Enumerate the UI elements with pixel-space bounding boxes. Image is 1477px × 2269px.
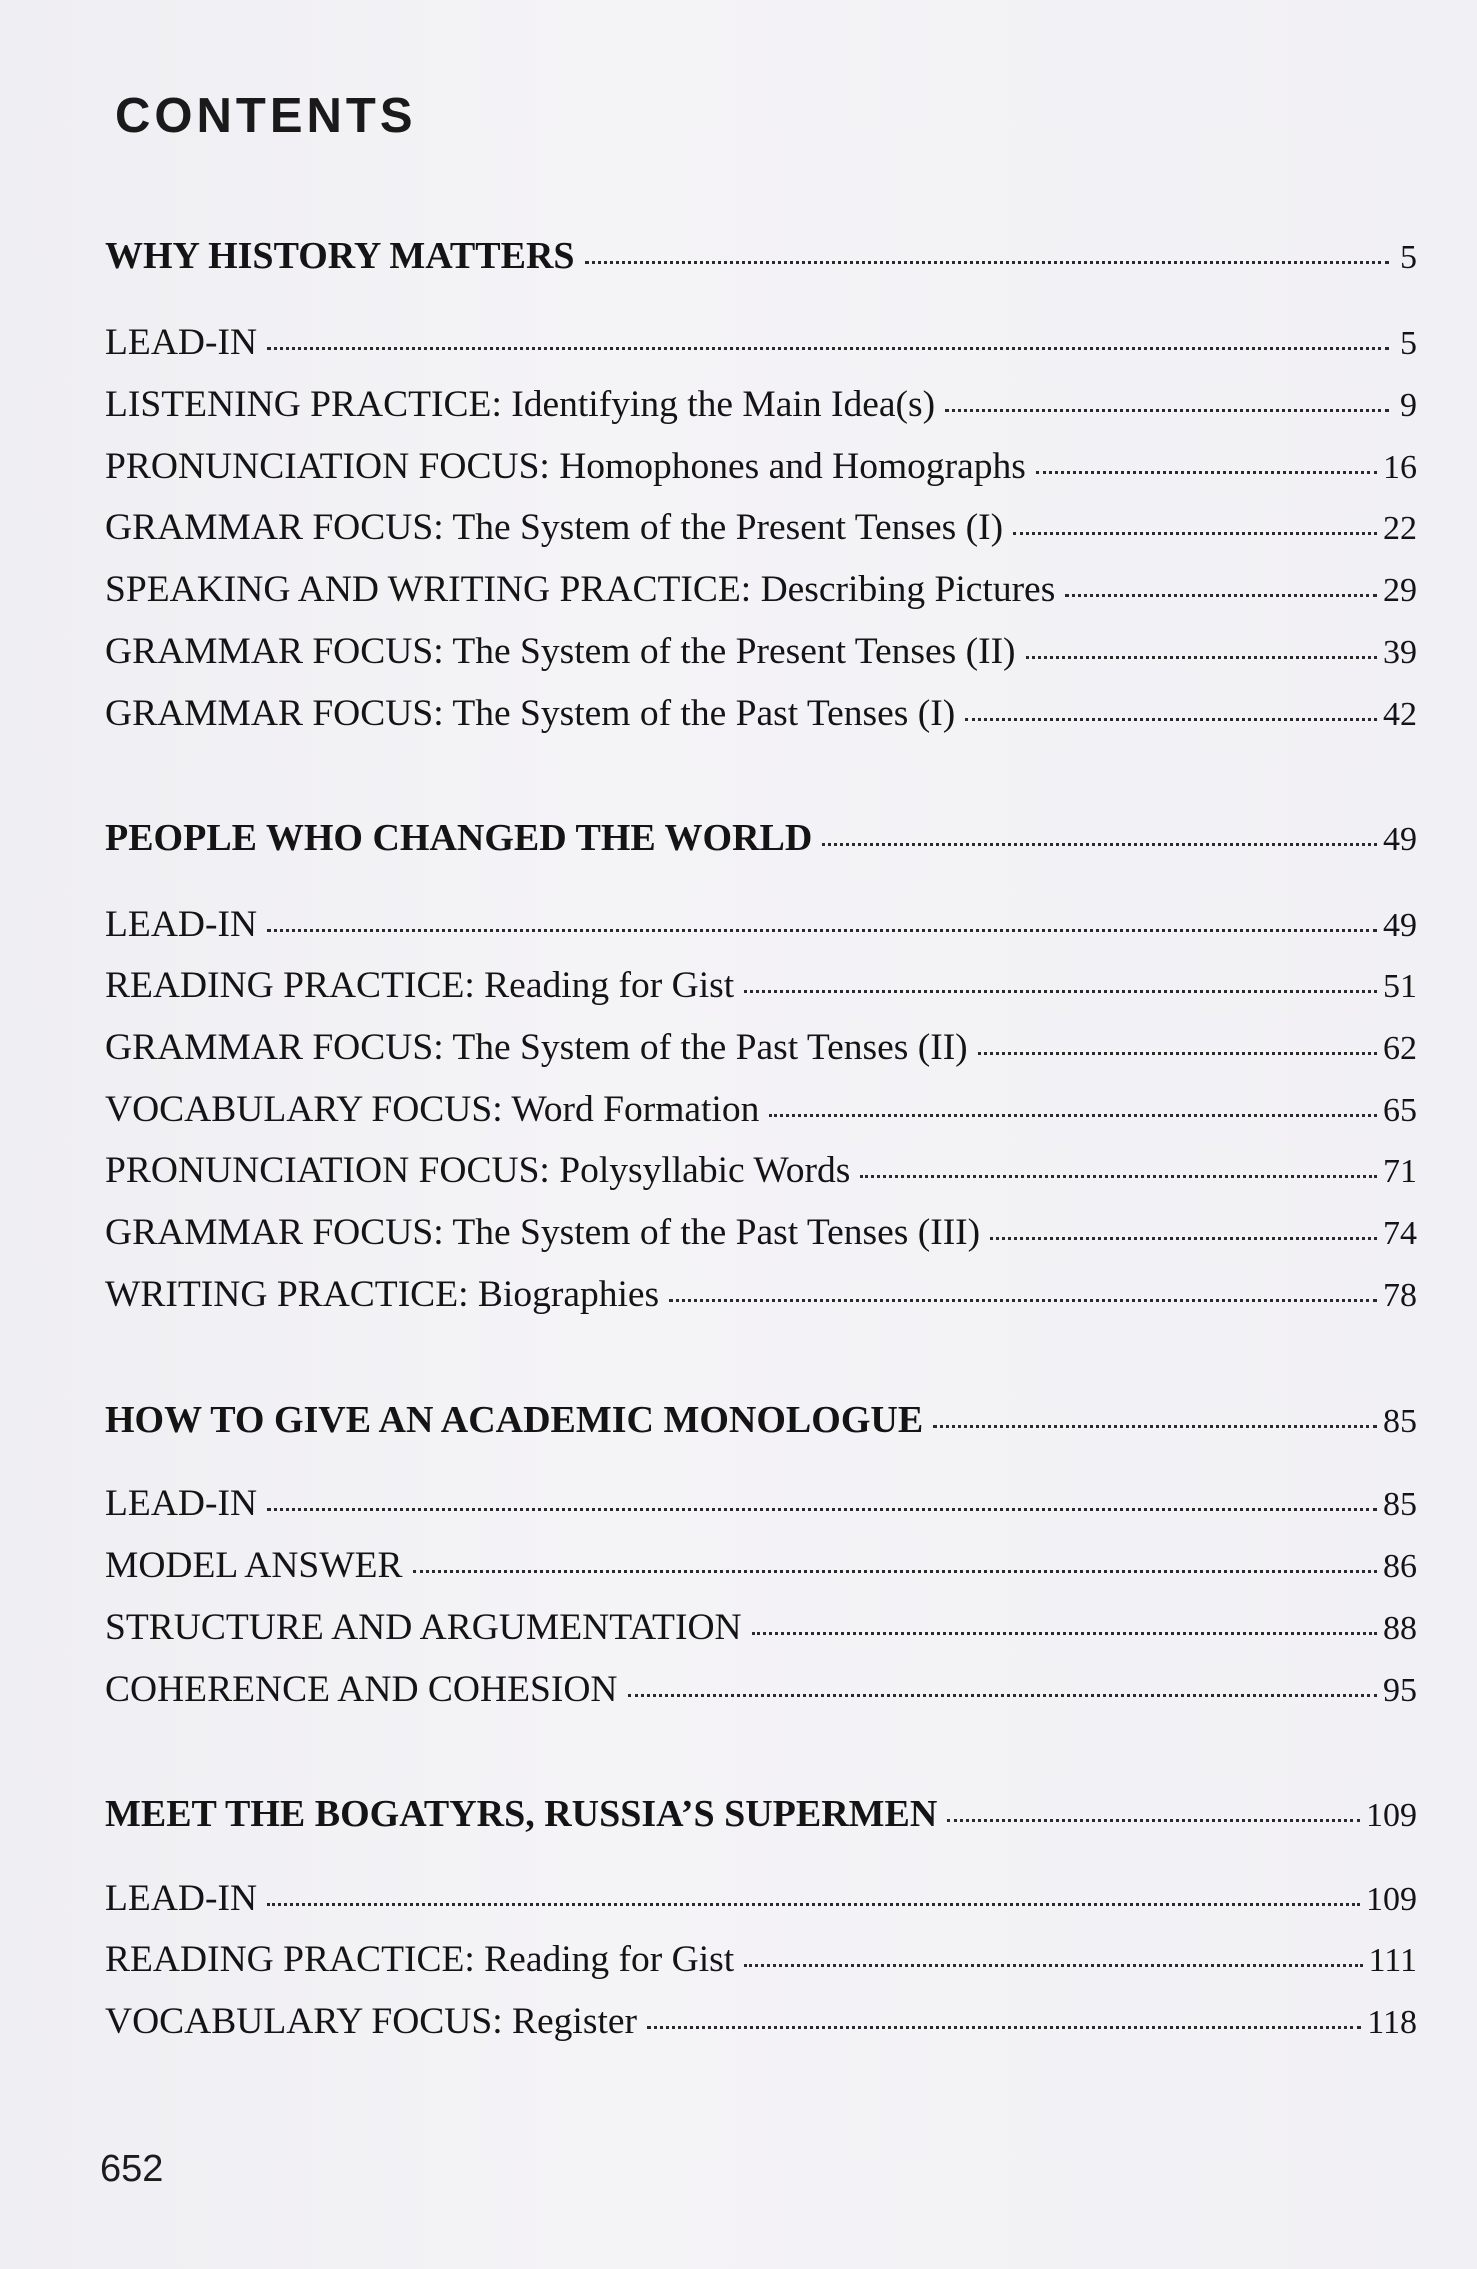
dot-leader	[744, 1964, 1362, 1967]
entry-page-number: 88	[1383, 1610, 1417, 1647]
toc-section-entry	[105, 814, 1417, 864]
entry-page-number: 22	[1383, 510, 1417, 547]
dot-leader	[267, 1508, 1377, 1511]
toc-entry	[105, 962, 1417, 1011]
dot-leader	[1065, 594, 1377, 597]
entry-page-number: 49	[1383, 907, 1417, 944]
toc-entry	[105, 1209, 1417, 1258]
entry-title: GRAMMAR FOCUS: The System of the Present Tenses (II)	[105, 631, 1016, 672]
entry-title: MODEL ANSWER	[105, 1545, 403, 1586]
toc-entry	[105, 1024, 1417, 1073]
dot-leader	[965, 718, 1377, 721]
entry-title: HOW TO GIVE AN ACADEMIC MONOLOGUE	[105, 1399, 924, 1441]
toc-entry	[105, 381, 1417, 430]
entry-title: PRONUNCIATION FOCUS: Polysyllabic Words	[105, 1150, 851, 1191]
toc-entry	[105, 1086, 1417, 1135]
entry-title: GRAMMAR FOCUS: The System of the Past Tenses (I)	[105, 693, 956, 734]
entry-title: WHY HISTORY MATTERS	[105, 235, 575, 277]
dot-leader	[1026, 656, 1377, 659]
entry-title: VOCABULARY FOCUS: Register	[105, 2001, 637, 2042]
entry-page-number: 109	[1366, 1797, 1417, 1834]
entry-title: PEOPLE WHO CHANGED THE WORLD	[105, 817, 813, 859]
dot-leader	[933, 1425, 1377, 1428]
toc-entry	[105, 690, 1417, 739]
toc-entry	[105, 1147, 1417, 1196]
toc-entry	[105, 628, 1417, 677]
entry-title: SPEAKING AND WRITING PRACTICE: Describing Pictures	[105, 569, 1056, 610]
entry-page-number: 118	[1367, 2004, 1417, 2041]
entry-title: MEET THE BOGATYRS, RUSSIA’S SUPERMEN	[105, 1793, 938, 1835]
contents-heading: CONTENTS	[115, 89, 417, 143]
toc-entry	[105, 443, 1417, 492]
dot-leader	[860, 1175, 1377, 1178]
entry-page-number: 42	[1383, 696, 1417, 733]
dot-leader	[947, 1819, 1360, 1822]
toc-entry	[105, 566, 1417, 615]
dot-leader	[1013, 532, 1377, 535]
dot-leader	[769, 1114, 1377, 1117]
entry-page-number: 95	[1383, 1672, 1417, 1709]
dot-leader	[669, 1299, 1377, 1302]
entry-page-number: 85	[1383, 1403, 1417, 1440]
toc-section-entry	[105, 232, 1417, 282]
dot-leader	[267, 347, 1389, 350]
entry-title: STRUCTURE AND ARGUMENTATION	[105, 1607, 742, 1648]
toc-entry	[105, 319, 1417, 368]
entry-page-number: 85	[1383, 1486, 1417, 1523]
toc-entry	[105, 504, 1417, 553]
entry-page-number: 86	[1383, 1548, 1417, 1585]
dot-leader	[990, 1237, 1377, 1240]
entry-page-number: 29	[1383, 572, 1417, 609]
toc-entry	[105, 1936, 1417, 1985]
entry-title: VOCABULARY FOCUS: Word Formation	[105, 1089, 760, 1130]
entry-title: READING PRACTICE: Reading for Gist	[105, 965, 735, 1006]
dot-leader	[267, 929, 1377, 932]
entry-title: GRAMMAR FOCUS: The System of the Past Tenses (II)	[105, 1027, 968, 1068]
entry-page-number: 111	[1368, 1942, 1417, 1979]
entry-title: LISTENING PRACTICE: Identifying the Main Idea(s)	[105, 384, 936, 425]
toc-entry	[105, 1875, 1417, 1924]
entry-page-number: 5	[1400, 239, 1417, 276]
entry-title: COHERENCE AND COHESION	[105, 1669, 618, 1710]
entry-title: GRAMMAR FOCUS: The System of the Past Tenses (III)	[105, 1212, 981, 1253]
entry-page-number: 109	[1366, 1881, 1417, 1918]
dot-leader	[1036, 471, 1377, 474]
dot-leader	[647, 2026, 1361, 2029]
entry-page-number: 74	[1383, 1215, 1417, 1252]
dot-leader	[752, 1632, 1377, 1635]
toc-section-entry	[105, 1790, 1417, 1840]
toc-entry	[105, 1998, 1417, 2047]
toc-entry	[105, 901, 1417, 950]
entry-title: LEAD-IN	[105, 904, 258, 945]
dot-leader	[585, 261, 1389, 264]
entry-title: GRAMMAR FOCUS: The System of the Present Tenses (I)	[105, 507, 1004, 548]
dot-leader	[978, 1052, 1377, 1055]
dot-leader	[413, 1570, 1377, 1573]
entry-title: WRITING PRACTICE: Biographies	[105, 1274, 660, 1315]
dot-leader	[744, 990, 1377, 993]
entry-page-number: 49	[1383, 821, 1417, 858]
toc-entry	[105, 1271, 1417, 1320]
toc-entry	[105, 1542, 1417, 1591]
entry-page-number: 5	[1400, 325, 1417, 362]
entry-page-number: 65	[1383, 1092, 1417, 1129]
entry-title: READING PRACTICE: Reading for Gist	[105, 1939, 735, 1980]
toc-entry	[105, 1666, 1417, 1715]
entry-page-number: 78	[1383, 1277, 1417, 1314]
entry-title: LEAD-IN	[105, 322, 258, 363]
entry-page-number: 39	[1383, 634, 1417, 671]
entry-page-number: 9	[1400, 387, 1417, 424]
entry-page-number: 51	[1383, 968, 1417, 1005]
toc-section-entry	[105, 1396, 1417, 1446]
entry-page-number: 16	[1383, 449, 1417, 486]
entry-title: LEAD-IN	[105, 1878, 258, 1919]
dot-leader	[267, 1903, 1360, 1906]
dot-leader	[628, 1694, 1377, 1697]
toc-entry	[105, 1604, 1417, 1653]
entry-title: PRONUNCIATION FOCUS: Homophones and Homographs	[105, 446, 1026, 487]
page-number: 652	[100, 2148, 164, 2190]
dot-leader	[822, 843, 1377, 846]
entry-page-number: 71	[1383, 1153, 1417, 1190]
entry-title: LEAD-IN	[105, 1483, 258, 1524]
toc-entry	[105, 1480, 1417, 1529]
dot-leader	[945, 409, 1389, 412]
entry-page-number: 62	[1383, 1030, 1417, 1067]
